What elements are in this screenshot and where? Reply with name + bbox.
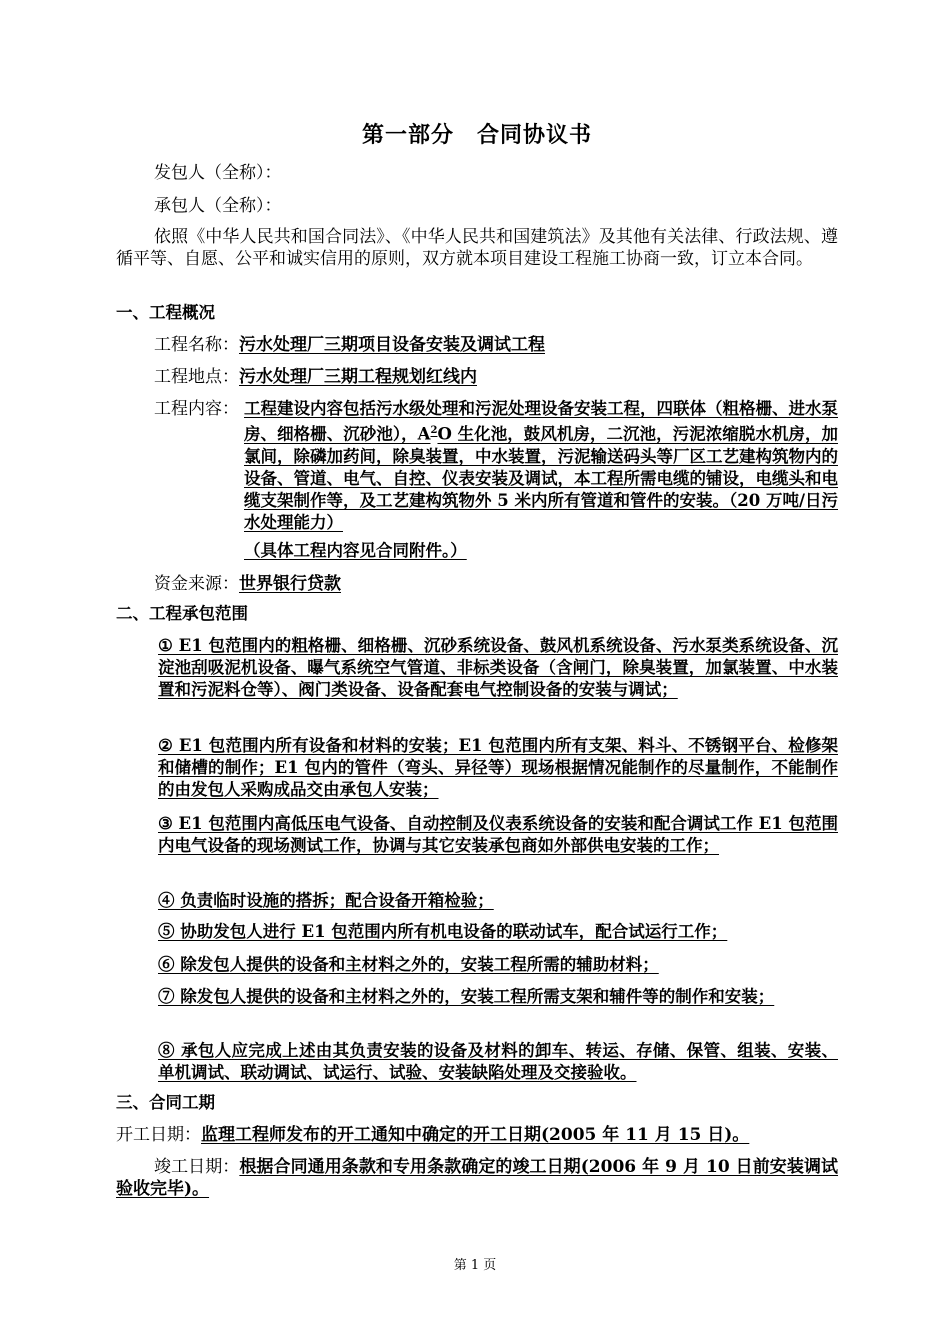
- project-content-sup: 2: [430, 425, 438, 436]
- project-content-note: [244, 540, 838, 562]
- scope-item-5: ⑤ 协助发包人进行 E1 包范围内所有机电设备的联动试车，配合试运行工作；: [158, 922, 728, 941]
- end-date-label: 竣工日期：: [154, 1157, 240, 1177]
- scope-item-8: ⑧ 承包人应完成上述由其负责安装的设备及材料的卸车、转运、存储、保管、组装、安装、单机调试、联动调试、试运行、试验、安装缺陷处理及交接验收。: [158, 1041, 838, 1082]
- project-location-row: [154, 366, 477, 388]
- project-content-note-text: （具体工程内容见合同附件。）: [244, 541, 467, 560]
- project-name-value: 污水处理厂三期项目设备安装及调试工程: [239, 335, 545, 355]
- end-date-row: [116, 1157, 838, 1200]
- page-number: 第 1 页: [453, 1258, 497, 1273]
- scope-item-6: ⑥ 除发包人提供的设备和主材料之外的，安装工程所需的辅助材料；: [158, 955, 659, 974]
- project-name-row: [154, 334, 545, 356]
- start-date-row: [116, 1125, 838, 1147]
- section3-heading: 三、合同工期: [116, 1093, 215, 1112]
- page-title: 第一部分 合同协议书: [361, 123, 592, 148]
- scope-item-1: ① E1 包范围内的粗格栅、细格栅、沉砂系统设备、鼓风机系统设备、污水泵类系统设备、沉淀池刮吸泥机设备、曝气系统空气管道、非标类设备（含闸门，除臭装置，加氯装置、中水装置和污泥料仓等）、阀门类设备、设备配套电气控制设备的安装与调试；: [158, 636, 838, 699]
- project-content-post: O 生化池，鼓风机房，二沉池，污泥浓缩脱水机房，加氯间，除磷加药间，除臭装置，中水装置，污泥输送码头等厂区工艺建构筑物内的设备、管道、电气、自控、仪表安装及调试，本工程所需电缆的铺设，电缆头和电缆支架制作等，及工艺建构筑物外 5 米内所有管道和管件的安装。（20 万吨/日污水处理能力）: [244, 424, 838, 532]
- fund-source-label: 资金来源：: [154, 574, 239, 594]
- project-content-value: [244, 398, 838, 534]
- project-location-label: 工程地点：: [154, 367, 239, 387]
- employer-label: 发包人（全称）：: [154, 163, 282, 183]
- scope-item-3: ③ E1 包范围内高低压电气设备、自动控制及仪表系统设备的安装和配合调试工作 E1 包范围内电气设备的现场测试工作，协调与其它安装承包商如外部供电安装的工作；: [158, 814, 838, 855]
- project-name-label: 工程名称：: [154, 335, 239, 355]
- fund-source-value: 世界银行贷款: [239, 574, 341, 594]
- project-content-pre: 工程建设内容包括污水级处理和污泥处理设备安装工程，四联体（粗格栅、进水泵房、细格栅、沉砂池），A: [244, 399, 838, 444]
- start-date-label: 开工日期：: [116, 1125, 201, 1145]
- scope-item-4: ④ 负责临时设施的搭拆；配合设备开箱检验；: [158, 891, 494, 910]
- preamble-paragraph: 依照《中华人民共和国合同法》、《中华人民共和国建筑法》及其他有关法律、行政法规、遵循平等、自愿、公平和诚实信用的原则，双方就本项目建设工程施工协商一致，订立本合同。: [116, 227, 838, 269]
- project-location-value: 污水处理厂三期工程规划红线内: [239, 367, 477, 387]
- project-content-label: 工程内容：: [154, 399, 239, 419]
- section1-heading: 一、工程概况: [116, 303, 215, 322]
- scope-item-2: ② E1 包范围内所有设备和材料的安装；E1 包范围内所有支架、料斗、不锈钢平台、检修架和储槽的制作；E1 包内的管件（弯头、异径等）现场根据情况能制作的尽量制作，不能制作的由发包人采购成品交由承包人安装；: [158, 736, 838, 799]
- contractor-label: 承包人（全称）：: [154, 196, 282, 216]
- start-date-value: 监理工程师发布的开工通知中确定的开工日期(2005 年 11 月 15 日)。: [201, 1125, 750, 1145]
- scope-item-7: ⑦ 除发包人提供的设备和主材料之外的，安装工程所需支架和辅件等的制作和安装；: [158, 987, 775, 1006]
- fund-source-row: [154, 573, 341, 595]
- end-date-value: 根据合同通用条款和专用条款确定的竣工日期(2006 年 9 月 10 日前安装调试验收完毕)。: [116, 1157, 839, 1199]
- section2-heading: 二、工程承包范围: [116, 604, 248, 623]
